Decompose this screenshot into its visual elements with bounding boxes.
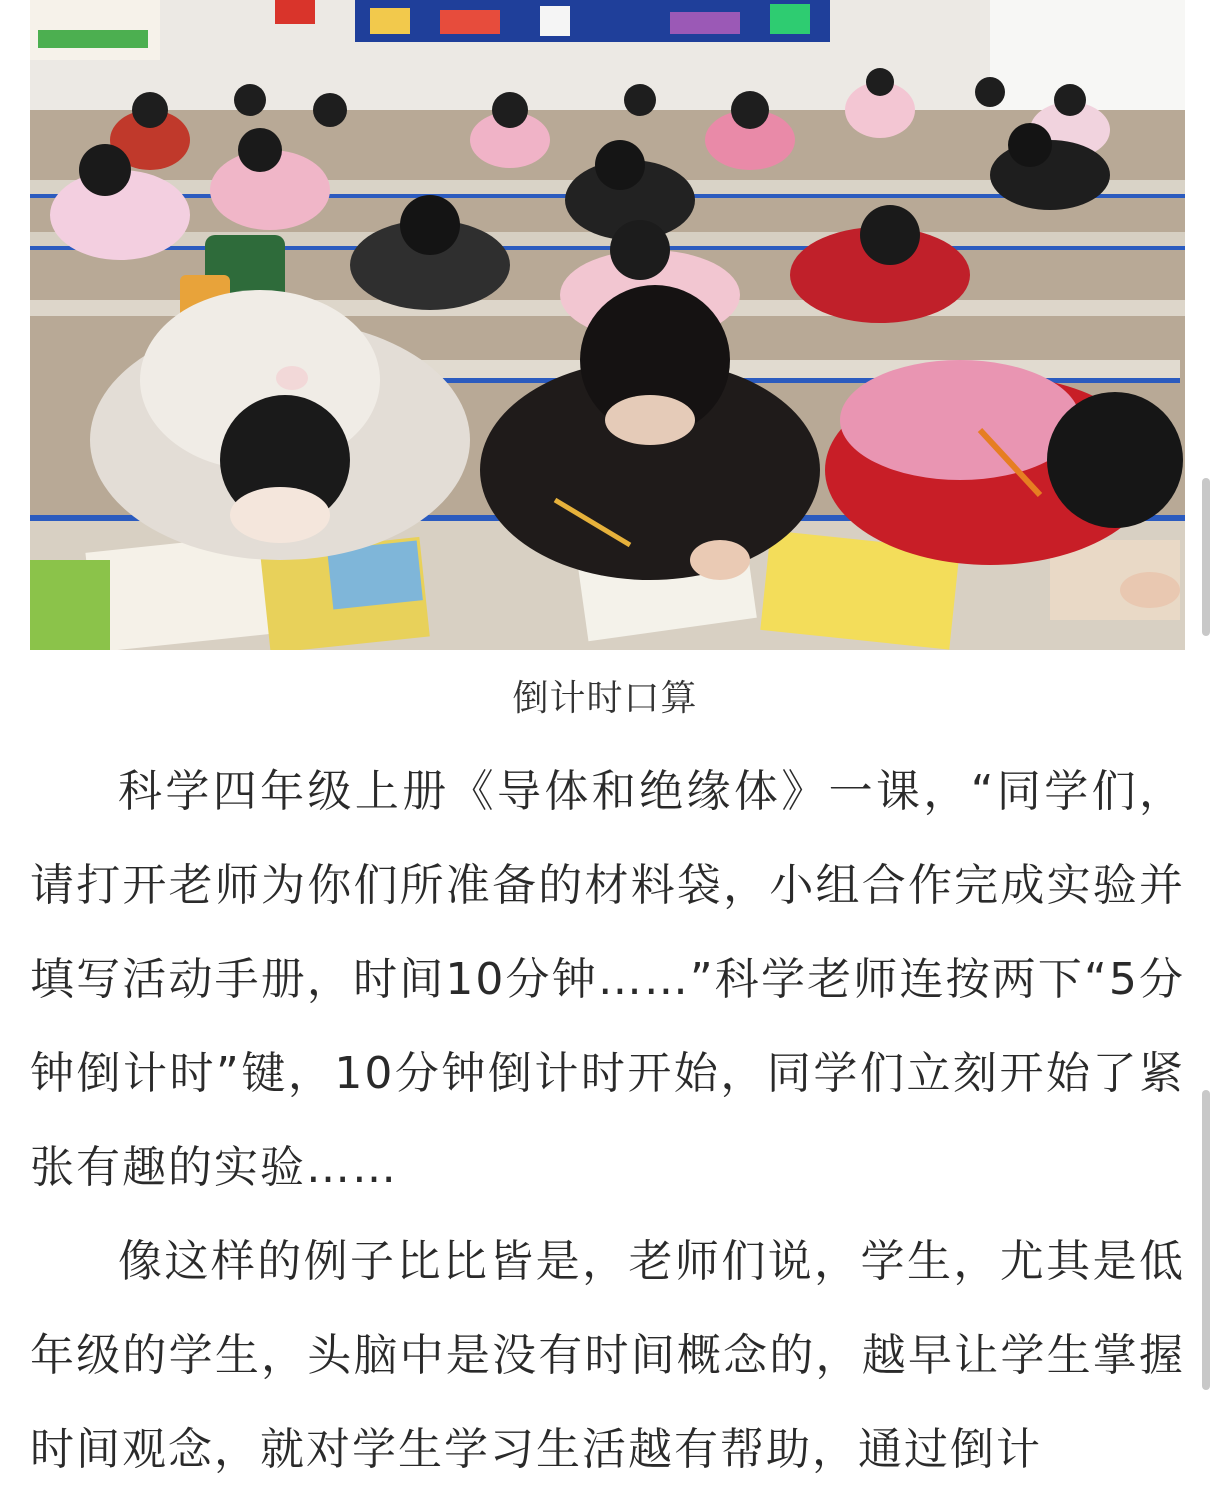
scrollbar-thumb[interactable] bbox=[1202, 478, 1210, 636]
image-caption: 倒计时口算 bbox=[512, 678, 698, 719]
article-paragraph: 像这样的例子比比皆是，老师们说，学生，尤其是低年级的学生，头脑中是没有时间概念的，越早让学生掌握时间观念，就对学生学习生活越有帮助，通过倒计 bbox=[30, 1236, 1185, 1475]
classroom-photo bbox=[30, 0, 1185, 650]
classroom-photo-illustration bbox=[30, 0, 1185, 650]
article-body bbox=[30, 745, 1185, 1497]
article-paragraph: 科学四年级上册《导体和绝缘体》一课，“同学们，请打开老师为你们所准备的材料袋，小组合作完成实验并填写活动手册，时间10分钟……”科学老师连按两下“5分钟倒计时”键，10分钟倒计时开始，同学们立刻开始了紧张有趣的实验…… bbox=[30, 766, 1185, 1193]
bulletin-board bbox=[355, 0, 830, 42]
scrollbar-thumb[interactable] bbox=[1202, 1090, 1210, 1390]
scrollbar[interactable] bbox=[1200, 0, 1210, 1470]
